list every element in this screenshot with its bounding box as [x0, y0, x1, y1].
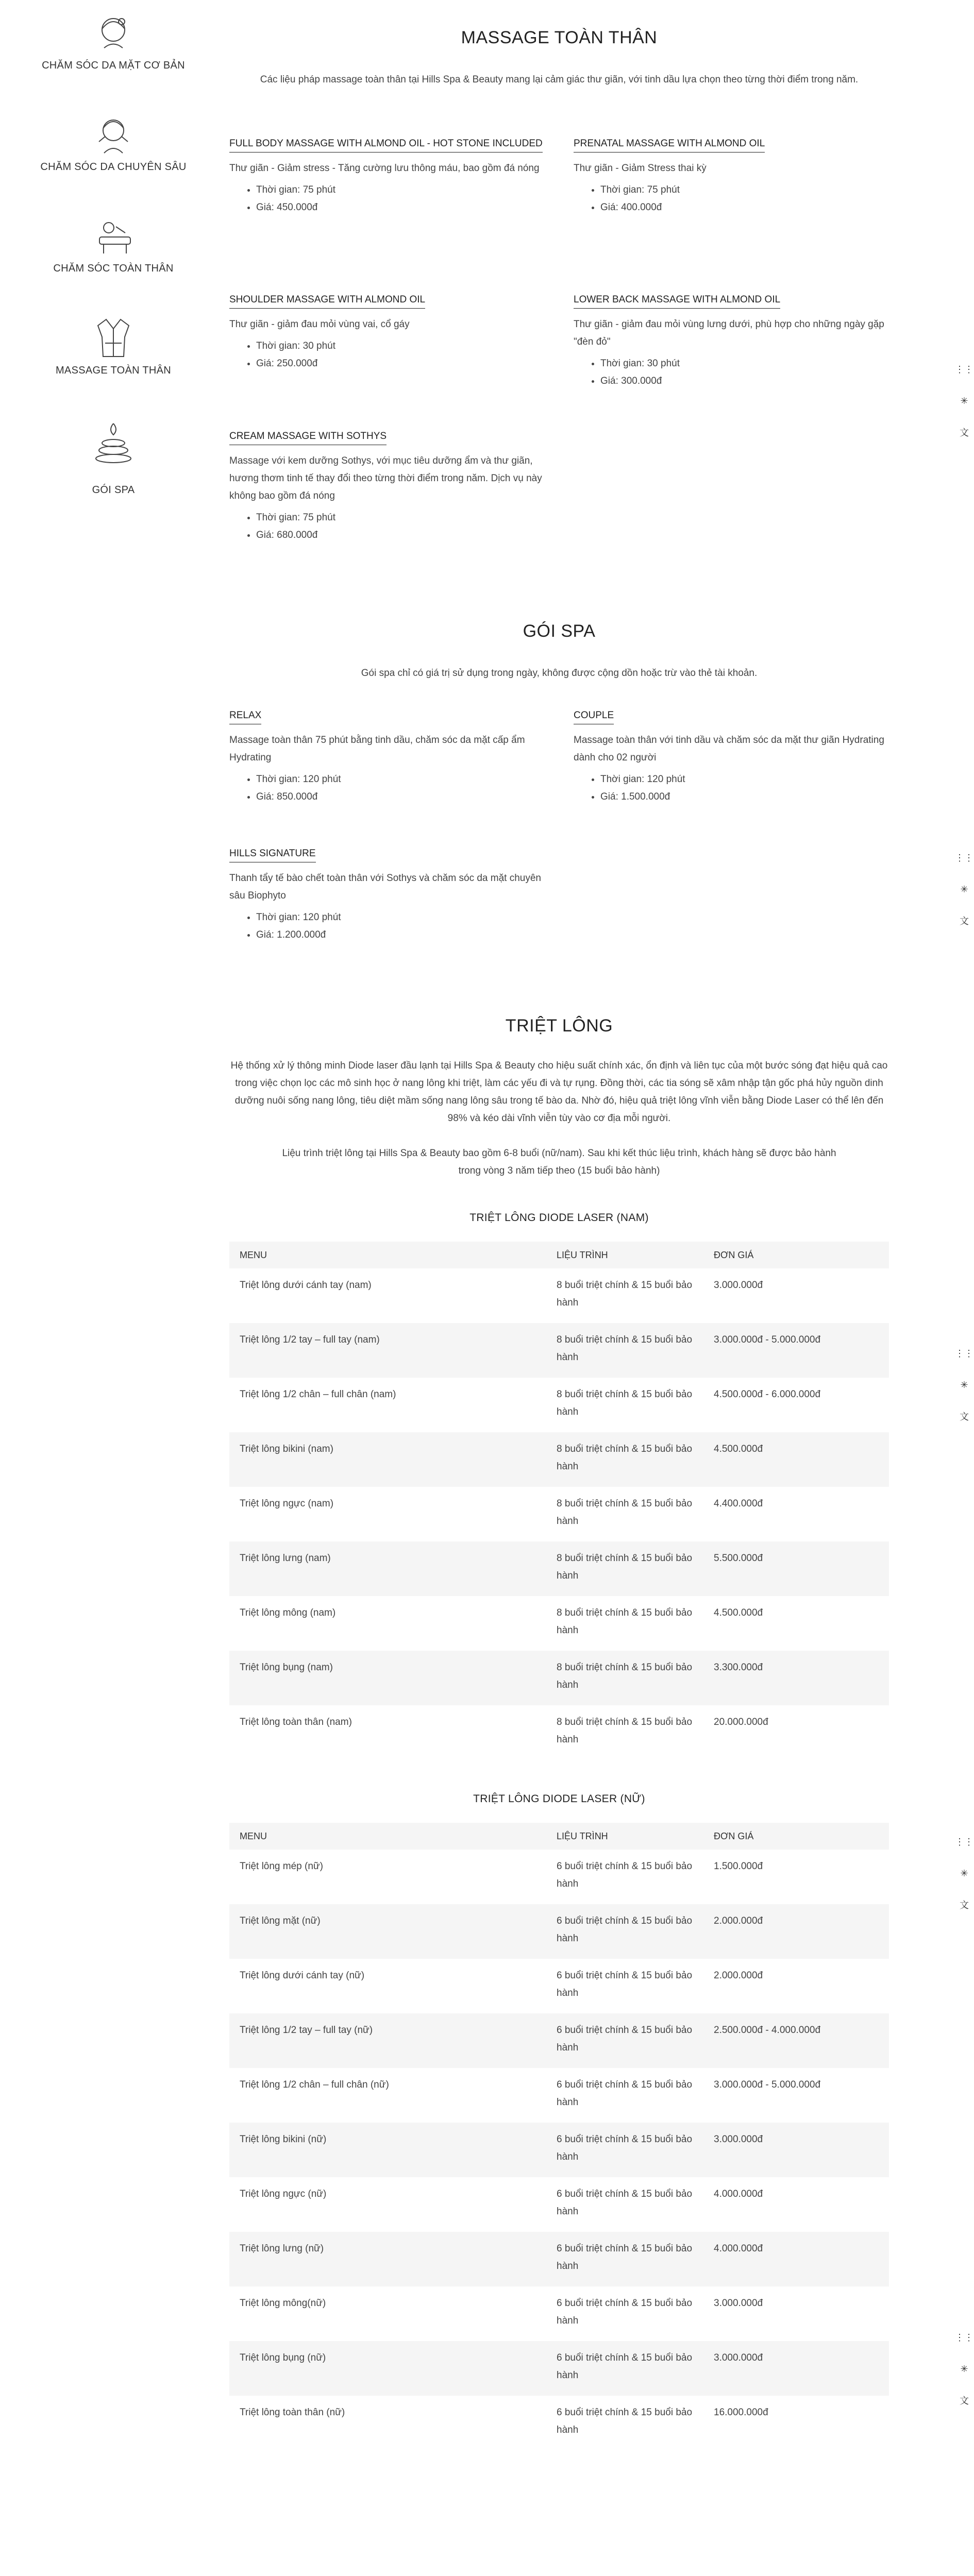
settings-icon[interactable]: ✳ — [960, 1379, 968, 1390]
service-time: • Thời gian: 120 phút — [256, 771, 549, 788]
service-card — [574, 707, 893, 806]
cell-price: 2.000.000đ — [703, 1904, 889, 1959]
cell-price: 16.000.000đ — [714, 2407, 768, 2418]
face-mask-icon — [93, 9, 134, 56]
massage-intro: Các liệu pháp massage toàn thân tại Hills Spa & Beauty mang lại cảm giác thư giãn, với tinh dầu lựa chọn theo từng thời điểm trong năm. — [260, 74, 859, 85]
cell-menu: Triệt lông 1/2 tay – full tay (nữ) — [229, 2013, 546, 2068]
table-row — [229, 1268, 889, 1323]
service-card — [229, 291, 549, 372]
cell-price: 20.000.000đ — [714, 1717, 768, 1727]
cell-course: 6 buổi triệt chính & 15 buổi bảo hành — [557, 2189, 693, 2217]
cell-price: 3.000.000đ — [714, 1280, 763, 1291]
service-price: • Giá: 250.000đ — [256, 355, 549, 372]
service-price: • Giá: 1.500.000đ — [600, 788, 893, 806]
table-row — [229, 2341, 889, 2396]
bathrobe-icon — [93, 314, 134, 361]
floating-toolbar — [954, 2330, 974, 2424]
sidebar-item-advanced-facial[interactable] — [31, 111, 196, 173]
service-time: • Thời gian: 75 phút — [256, 509, 549, 527]
cell-menu: Triệt lông 1/2 chân – full chân (nữ) — [240, 2079, 389, 2090]
service-time: • Thời gian: 120 phút — [256, 909, 549, 926]
col-price: ĐƠN GIÁ — [703, 1823, 889, 1850]
female-price-table — [229, 1823, 889, 2450]
service-name: RELAX — [229, 710, 261, 724]
table-row — [229, 2123, 889, 2177]
cell-price: 3.000.000đ - 5.000.000đ — [714, 2079, 821, 2090]
settings-icon[interactable]: ✳ — [960, 1868, 968, 1878]
cell-menu: Triệt lông lưng (nữ) — [229, 2232, 546, 2286]
table-row — [229, 2232, 889, 2286]
service-card — [574, 291, 893, 390]
table-row — [229, 1323, 889, 1378]
sidebar-item-body-care[interactable] — [31, 212, 196, 275]
cell-menu: Triệt lông mông (nam) — [240, 1607, 336, 1618]
table-row — [229, 1596, 889, 1651]
service-name: LOWER BACK MASSAGE WITH ALMOND OIL — [574, 294, 780, 309]
service-time: • Thời gian: 30 phút — [600, 355, 893, 372]
floating-toolbar — [954, 362, 974, 456]
table-row — [229, 1651, 889, 1705]
col-price: ĐƠN GIÁ — [703, 1242, 889, 1268]
sidebar-item-label: MASSAGE TOÀN THÂN — [55, 365, 172, 376]
cell-course: 8 buổi triệt chính & 15 buổi bảo hành — [557, 1717, 693, 1745]
service-desc: Thanh tẩy tế bào chết toàn thân với Sothys và chăm sóc da mặt chuyên sâu Biophyto — [229, 873, 541, 901]
female-table-title: TRIỆT LÔNG DIODE LASER (NỮ) — [473, 1793, 645, 1805]
service-time: • Thời gian: 120 phút — [600, 771, 893, 788]
col-course: LIỆU TRÌNH — [546, 1242, 703, 1268]
table-row — [229, 1378, 889, 1432]
sidebar-item-label: CHĂM SÓC DA CHUYÊN SÂU — [40, 161, 187, 173]
table-row — [229, 2068, 889, 2123]
cell-price: 2.000.000đ — [714, 1970, 763, 1981]
share-icon[interactable]: ⋮⋮ — [955, 364, 973, 375]
service-time: • Thời gian: 75 phút — [256, 181, 549, 199]
cell-menu: Triệt lông lưng (nam) — [229, 1541, 546, 1596]
body-massage-icon — [90, 212, 137, 259]
sidebar-item-label: GÓI SPA — [92, 484, 135, 496]
cell-course: 6 buổi triệt chính & 15 buổi bảo hành — [557, 1861, 693, 1889]
sidebar-item-spa-package[interactable] — [31, 418, 196, 496]
sidebar-item-body-massage[interactable] — [31, 314, 196, 377]
male-table-title: TRIỆT LÔNG DIODE LASER (NAM) — [469, 1212, 649, 1224]
service-card — [229, 428, 549, 544]
cell-course: 6 buổi triệt chính & 15 buổi bảo hành — [557, 2407, 693, 2435]
cell-menu: Triệt lông dưới cánh tay (nam) — [240, 1280, 372, 1291]
service-desc: Massage toàn thân với tinh dầu và chăm sóc da mặt thư giãn Hydrating dành cho 02 người — [574, 735, 884, 763]
table-row — [229, 2177, 889, 2232]
service-name: CREAM MASSAGE WITH SOTHYS — [229, 431, 387, 445]
package-intro: Gói spa chỉ có giá trị sử dụng trong ngày, không được cộng dồn hoặc trừ vào thẻ tài khoản. — [361, 668, 758, 679]
service-card — [574, 135, 893, 216]
cell-course: 6 buổi triệt chính & 15 buổi bảo hành — [546, 1904, 703, 1959]
service-card — [229, 845, 549, 944]
cell-course: 6 buổi triệt chính & 15 buổi bảo hành — [546, 2341, 703, 2396]
cell-price: 4.500.000đ - 6.000.000đ — [714, 1389, 821, 1400]
service-price: • Giá: 300.000đ — [600, 372, 893, 390]
cell-menu: Triệt lông 1/2 chân – full chân (nam) — [240, 1389, 396, 1400]
service-name: COUPLE — [574, 710, 614, 724]
service-card — [229, 707, 549, 806]
cell-menu: Triệt lông ngực (nữ) — [240, 2189, 327, 2199]
package-section-title: GÓI SPA — [523, 621, 596, 641]
service-name: SHOULDER MASSAGE WITH ALMOND OIL — [229, 294, 425, 309]
service-price: • Giá: 400.000đ — [600, 199, 893, 216]
floating-toolbar — [954, 1834, 974, 1928]
settings-icon[interactable]: ✳ — [960, 884, 968, 894]
service-time: • Thời gian: 30 phút — [256, 337, 549, 355]
cell-price: 4.000.000đ — [703, 2232, 889, 2286]
cell-price: 3.300.000đ — [703, 1651, 889, 1705]
cell-menu: Triệt lông bụng (nữ) — [229, 2341, 546, 2396]
face-care-icon — [93, 111, 134, 157]
cell-menu: Triệt lông toàn thân (nữ) — [240, 2407, 345, 2418]
spa-stones-icon — [90, 418, 137, 465]
col-menu: MENU — [229, 1242, 546, 1268]
cell-course: 6 buổi triệt chính & 15 buổi bảo hành — [546, 2013, 703, 2068]
floating-toolbar — [954, 850, 974, 944]
cell-course: 8 buổi triệt chính & 15 buổi bảo hành — [546, 1651, 703, 1705]
service-desc: Thư giãn - giảm đau mỏi vùng lưng dưới, phù hợp cho những ngày gặp "đèn đỏ" — [574, 319, 884, 347]
table-row — [229, 1850, 889, 1904]
share-icon[interactable]: ⋮⋮ — [955, 2332, 973, 2343]
sidebar-item-label: CHĂM SÓC TOÀN THÂN — [53, 263, 174, 274]
service-price: • Giá: 680.000đ — [256, 527, 549, 544]
table-row — [229, 1487, 889, 1541]
table-row — [229, 2013, 889, 2068]
translate-icon[interactable]: 文 — [960, 916, 969, 926]
cell-menu: Triệt lông mặt (nữ) — [229, 1904, 546, 1959]
cell-menu: Triệt lông ngực (nam) — [240, 1498, 334, 1509]
cell-price: 4.400.000đ — [714, 1498, 763, 1509]
table-row — [229, 1959, 889, 2013]
cell-menu: Triệt lông 1/2 tay – full tay (nam) — [229, 1323, 546, 1378]
service-price: • Giá: 450.000đ — [256, 199, 549, 216]
sidebar-item-label: CHĂM SÓC DA MẶT CƠ BẢN — [42, 60, 185, 71]
cell-price: 3.000.000đ — [703, 2341, 889, 2396]
service-desc: Massage với kem dưỡng Sothys, với mục tiêu dưỡng ẩm và thư giãn, hương thơm tinh tế thay đổi theo từng thời điểm trong năm. Dịch vụ này không bao gồm đá nóng — [229, 455, 542, 501]
cell-price: 3.000.000đ — [714, 2298, 763, 2309]
laser-intro-2: Liệu trình triệt lông tại Hills Spa & Beauty bao gồm 6-8 buổi (nữ/nam). Sau khi kết thúc liệu trình, khách hàng sẽ được bảo hành trong vòng 3 năm tiếp theo (15 buổi bảo hành) — [282, 1148, 836, 1176]
service-name: PRENATAL MASSAGE WITH ALMOND OIL — [574, 138, 765, 152]
cell-menu: Triệt lông toàn thân (nam) — [240, 1717, 352, 1727]
share-icon[interactable]: ⋮⋮ — [955, 1836, 973, 1847]
cell-course: 6 buổi triệt chính & 15 buổi bảo hành — [557, 2298, 693, 2326]
floating-toolbar — [954, 1346, 974, 1440]
table-row — [229, 2286, 889, 2341]
settings-icon[interactable]: ✳ — [960, 2363, 968, 2374]
service-price: • Giá: 1.200.000đ — [256, 926, 549, 944]
cell-menu: Triệt lông mép (nữ) — [240, 1861, 323, 1872]
table-row — [229, 1705, 889, 1760]
table-row — [229, 2396, 889, 2450]
cell-course: 6 buổi triệt chính & 15 buổi bảo hành — [557, 2079, 693, 2108]
cell-price: 4.500.000đ — [703, 1432, 889, 1487]
service-name: FULL BODY MASSAGE WITH ALMOND OIL - HOT STONE INCLUDED — [229, 138, 543, 152]
cell-course: 6 buổi triệt chính & 15 buổi bảo hành — [546, 2123, 703, 2177]
cell-course: 8 buổi triệt chính & 15 buổi bảo hành — [557, 1498, 693, 1527]
male-price-table — [229, 1242, 889, 1760]
cell-course: 8 buổi triệt chính & 15 buổi bảo hành — [557, 1389, 693, 1417]
cell-menu: Triệt lông bikini (nữ) — [229, 2123, 546, 2177]
col-course: LIỆU TRÌNH — [546, 1823, 703, 1850]
cell-price: 3.000.000đ — [703, 2123, 889, 2177]
cell-course: 8 buổi triệt chính & 15 buổi bảo hành — [546, 1432, 703, 1487]
cell-price: 1.500.000đ — [714, 1861, 763, 1872]
cell-course: 8 buổi triệt chính & 15 buổi bảo hành — [557, 1280, 693, 1308]
col-menu: MENU — [229, 1823, 546, 1850]
service-desc: Massage toàn thân 75 phút bằng tinh dầu, chăm sóc da mặt cấp ẩm Hydrating — [229, 735, 525, 763]
service-desc: Thư giãn - Giảm Stress thai kỳ — [574, 163, 707, 174]
translate-icon[interactable]: 文 — [960, 428, 969, 438]
table-row — [229, 1432, 889, 1487]
cell-menu: Triệt lông mông(nữ) — [240, 2298, 326, 2309]
translate-icon[interactable]: 文 — [960, 1412, 969, 1422]
cell-course: 8 buổi triệt chính & 15 buổi bảo hành — [557, 1607, 693, 1636]
cell-price: 5.500.000đ — [703, 1541, 889, 1596]
service-desc: Thư giãn - giảm đau mỏi vùng vai, cổ gáy — [229, 319, 410, 330]
translate-icon[interactable]: 文 — [960, 1900, 969, 1910]
cell-course: 6 buổi triệt chính & 15 buổi bảo hành — [557, 1970, 693, 1998]
cell-course: 6 buổi triệt chính & 15 buổi bảo hành — [546, 2232, 703, 2286]
share-icon[interactable]: ⋮⋮ — [955, 852, 973, 863]
service-card — [229, 135, 549, 216]
cell-menu: Triệt lông dưới cánh tay (nữ) — [240, 1970, 365, 1981]
cell-menu: Triệt lông bụng (nam) — [229, 1651, 546, 1705]
cell-menu: Triệt lông bikini (nam) — [229, 1432, 546, 1487]
sidebar-item-basic-facial[interactable] — [31, 9, 196, 72]
translate-icon[interactable]: 文 — [960, 2396, 969, 2406]
laser-intro: Hệ thống xử lý thông minh Diode laser đầu lạnh tại Hills Spa & Beauty cho hiệu suất chính xác, ổn định và liên tục của một bước sóng đạt hiệu quả cao trong việc chọn lọc các mô sinh học ở nang lông khi triệt, làm các yếu đi và tự rụng. Đồng thời, các tia sóng sẽ xâm nhập tận gốc phá hủy nguồn dinh dưỡng nuôi sống nang lông, tiêu diệt mầm sống nang lông sâu trong tế bào da. Nhờ đó, hiệu quả triệt lông vĩnh viễn bằng Diode Laser có thể lên đến 98% và kéo dài vĩnh viễn tùy vào cơ địa mỗi người. — [230, 1060, 888, 1124]
laser-section-title: TRIỆT LÔNG — [505, 1016, 613, 1036]
massage-section-title: MASSAGE TOÀN THÂN — [461, 28, 658, 47]
cell-price: 3.000.000đ - 5.000.000đ — [703, 1323, 889, 1378]
cell-course: 8 buổi triệt chính & 15 buổi bảo hành — [546, 1541, 703, 1596]
service-price: • Giá: 850.000đ — [256, 788, 549, 806]
cell-price: 2.500.000đ - 4.000.000đ — [703, 2013, 889, 2068]
service-time: • Thời gian: 75 phút — [600, 181, 893, 199]
cell-price: 4.500.000đ — [714, 1607, 763, 1618]
settings-icon[interactable]: ✳ — [960, 395, 968, 406]
share-icon[interactable]: ⋮⋮ — [955, 1348, 973, 1359]
cell-price: 4.000.000đ — [714, 2189, 763, 2199]
table-row — [229, 1541, 889, 1596]
service-desc: Thư giãn - Giảm stress - Tăng cường lưu thông máu, bao gồm đá nóng — [229, 163, 540, 174]
cell-course: 8 buổi triệt chính & 15 buổi bảo hành — [546, 1323, 703, 1378]
service-name: HILLS SIGNATURE — [229, 848, 316, 862]
table-row — [229, 1904, 889, 1959]
